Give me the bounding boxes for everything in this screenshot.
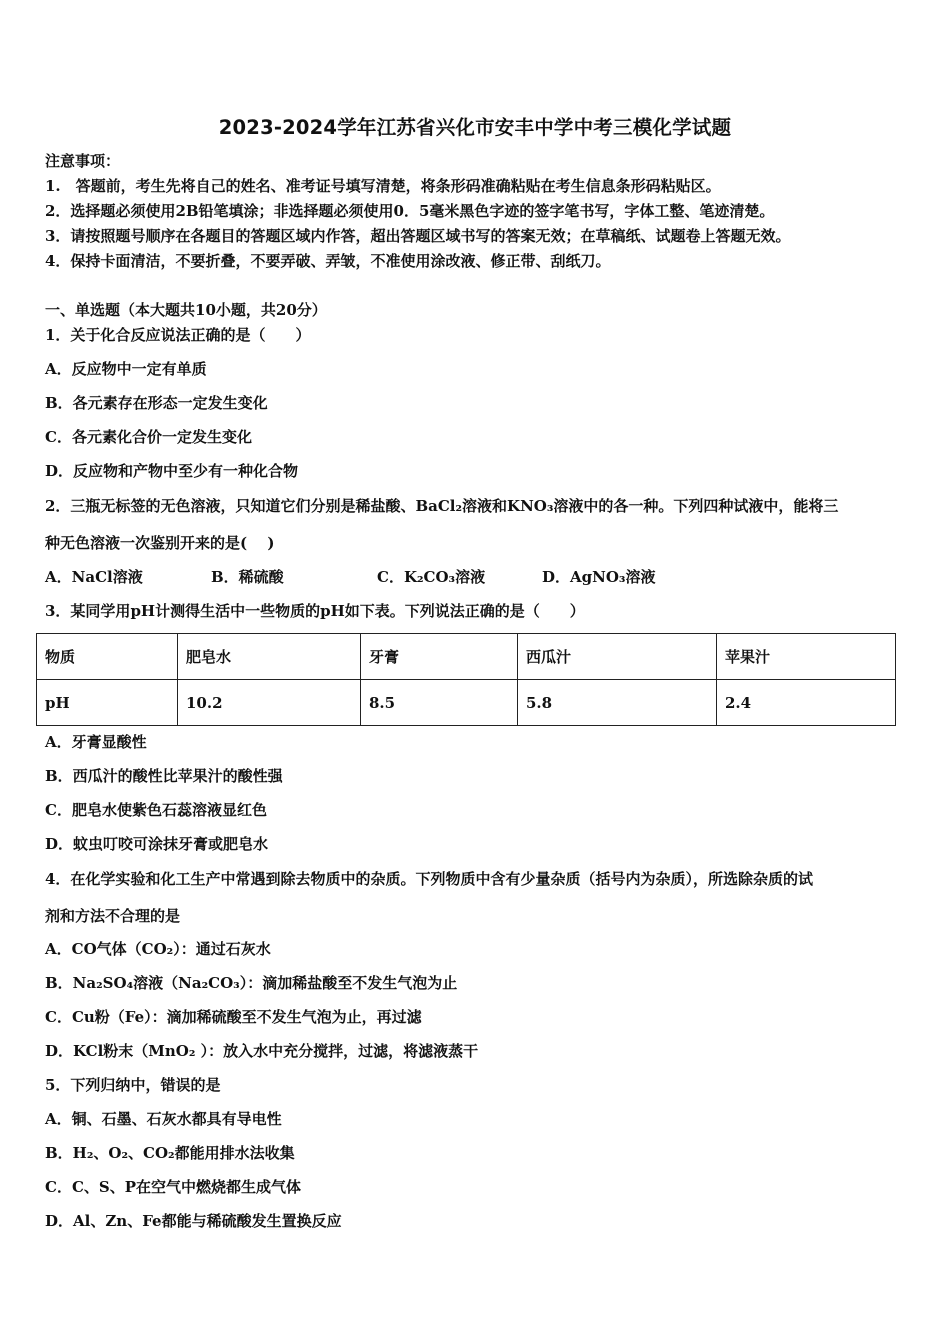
table-row <box>37 680 896 726</box>
q1-option-b: B．各元素存在形态一定发生变化 <box>45 394 268 412</box>
exam-title: 2023-2024学年江苏省兴化市安丰中学中考三模化学试题 <box>218 116 732 139</box>
notice-item-1: 1. 答题前，考生先将自己的姓名、准考证号填写清楚，将条形码准确粘贴在考生信息条形码粘贴区。 <box>45 177 721 195</box>
q2-option-b: B．稀硫酸 <box>211 568 284 586</box>
q5-option-b: B．H₂、O₂、CO₂都能用排水法收集 <box>45 1144 295 1162</box>
q2-option-a: A．NaCl溶液 <box>45 568 143 586</box>
q4-option-c: C．Cu粉（Fe）：滴加稀硫酸至不发生气泡为止，再过滤 <box>45 1008 422 1026</box>
q2-stem-line1: 2．三瓶无标签的无色溶液，只知道它们分别是稀盐酸、BaCl₂溶液和KNO₃溶液中的各一种。下列四种试液中，能将三 <box>45 497 839 515</box>
q4-option-b: B．Na₂SO₄溶液（Na₂CO₃）：滴加稀盐酸至不发生气泡为止 <box>45 974 458 992</box>
q3-option-b: B．西瓜汁的酸性比苹果汁的酸性强 <box>45 767 283 785</box>
table-cell: 物质 <box>37 634 178 680</box>
q2-stem-line2: 种无色溶液一次鉴别开来的是( ) <box>45 534 275 552</box>
q3-option-c: C．肥皂水使紫色石蕊溶液显红色 <box>45 801 267 819</box>
q1-option-a: A．反应物中一定有单质 <box>45 360 207 378</box>
notice-heading: 注意事项： <box>45 152 121 170</box>
q2-option-d: D．AgNO₃溶液 <box>542 568 656 586</box>
table-cell: 10.2 <box>178 680 361 726</box>
table-cell: 5.8 <box>518 680 717 726</box>
table-cell: 8.5 <box>361 680 518 726</box>
table-cell: 西瓜汁 <box>518 634 717 680</box>
q3-stem: 3．某同学用pH计测得生活中一些物质的pH如下表。下列说法正确的是（ ） <box>45 602 585 620</box>
table-cell: 牙膏 <box>361 634 518 680</box>
q1-option-c: C．各元素化合价一定发生变化 <box>45 428 252 446</box>
q5-option-a: A．铜、石墨、石灰水都具有导电性 <box>45 1110 282 1128</box>
q4-stem-line2: 剂和方法不合理的是 <box>45 907 181 925</box>
table-cell: 2.4 <box>717 680 896 726</box>
notice-item-2: 2．选择题必须使用2B铅笔填涂；非选择题必须使用0．5毫米黑色字迹的签字笔书写，字体工整、笔迹清楚。 <box>45 202 775 220</box>
q1-stem: 1．关于化合反应说法正确的是（ ） <box>45 326 311 344</box>
ph-table <box>36 633 896 726</box>
q5-option-c: C．C、S、P在空气中燃烧都生成气体 <box>45 1178 301 1196</box>
table-row <box>37 634 896 680</box>
q2-option-c: C．K₂CO₃溶液 <box>377 568 486 586</box>
q4-option-d: D．KCl粉末（MnO₂ ）：放入水中充分搅拌，过滤，将滤液蒸干 <box>45 1042 479 1060</box>
section-heading: 一、单选题（本大题共10小题，共20分） <box>45 301 327 319</box>
q2-options <box>45 567 915 587</box>
notice-item-3: 3．请按照题号顺序在各题目的答题区域内作答，超出答题区域书写的答案无效；在草稿纸、试题卷上答题无效。 <box>45 227 791 245</box>
q5-option-d: D．Al、Zn、Fe都能与稀硫酸发生置换反应 <box>45 1212 342 1230</box>
notice-item-4: 4．保持卡面清洁，不要折叠，不要弄破、弄皱，不准使用涂改液、修正带、刮纸刀。 <box>45 252 611 270</box>
q3-option-d: D．蚊虫叮咬可涂抹牙膏或肥皂水 <box>45 835 269 853</box>
q1-option-d: D．反应物和产物中至少有一种化合物 <box>45 462 299 480</box>
q4-option-a: A．CO气体（CO₂）：通过石灰水 <box>45 940 271 958</box>
q5-stem: 5．下列归纳中，错误的是 <box>45 1076 221 1094</box>
table-cell: pH <box>37 680 178 726</box>
table-cell: 苹果汁 <box>717 634 896 680</box>
table-cell: 肥皂水 <box>178 634 361 680</box>
q3-option-a: A．牙膏显酸性 <box>45 733 147 751</box>
q4-stem-line1: 4．在化学实验和化工生产中常遇到除去物质中的杂质。下列物质中含有少量杂质（括号内为杂质），所选除杂质的试 <box>45 870 813 888</box>
